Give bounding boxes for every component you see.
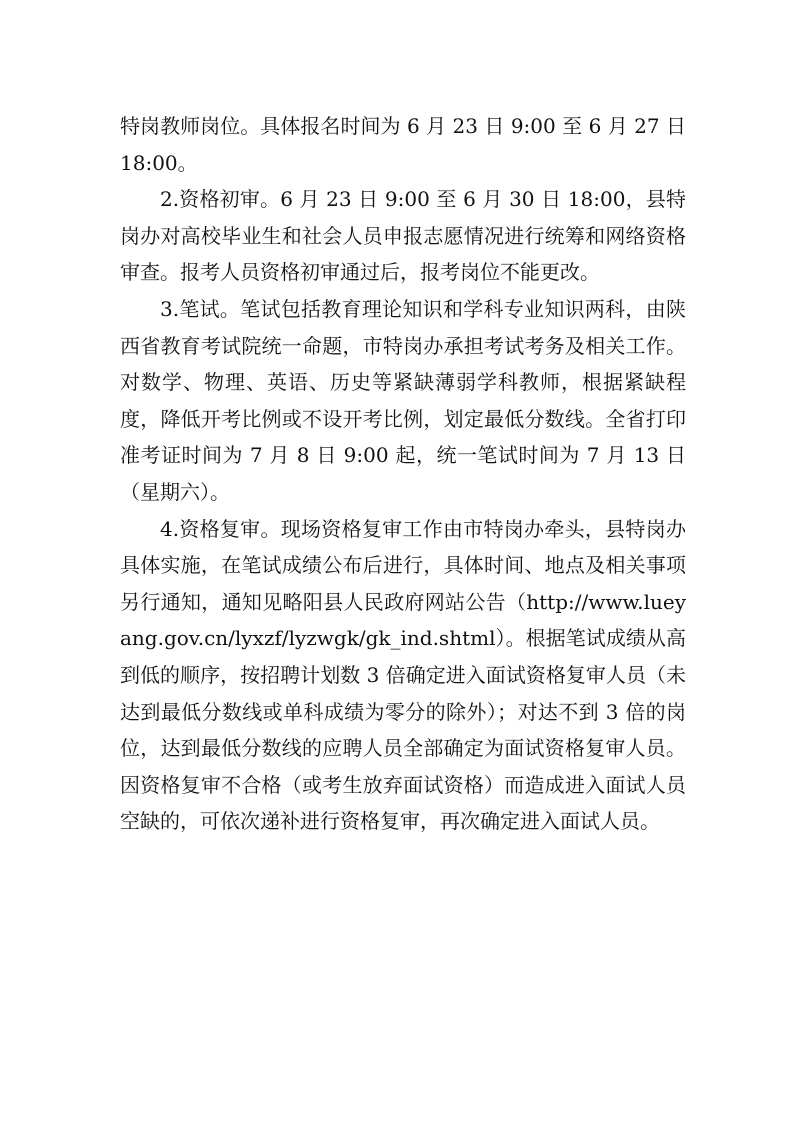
- paragraph-qualification-recheck: 4.资格复审。现场资格复审工作由市特岗办牵头，县特岗办具体实施，在笔试成绩公布后进行，具体时间、地点及相关事项另行通知，通知见略阳县人民政府网站公告（http://www.lueyang.gov.cn/lyxzf/lyzwgk/gk_ind.shtml）。根据笔试成绩从高到低的顺序，按招聘计划数 3 倍确定进入面试资格复审人员（未达到最低分数线或单科成绩为零分的除外）；对达不到 3 倍的岗位，达到最低分数线的应聘人员全部确定为面试资格复审人员。因资格复审不合格（或考生放弃面试资格）而造成进入面试人员空缺的，可依次递补进行资格复审，再次确定进入面试人员。: [120, 516, 686, 834]
- paragraph-written-exam: 3.笔试。笔试包括教育理论知识和学科专业知识两科，由陕西省教育考试院统一命题，市特岗办承担考试考务及相关工作。对数学、物理、英语、历史等紧缺薄弱学科教师，根据紧缺程度，降低开考比例或不设开考比例，划定最低分数线。全省打印准考证时间为 7 月 8 日 9:00 起，统一笔试时间为 7 月 13 日（星期六）。: [120, 296, 686, 504]
- document-body: [120, 108, 686, 840]
- paragraph-initial-review: 2.资格初审。6 月 23 日 9:00 至 6 月 30 日 18:00，县特岗办对高校毕业生和社会人员申报志愿情况进行统筹和网络资格审查。报考人员资格初审通过后，报考岗位不能更改。: [120, 187, 686, 285]
- paragraph-registration-time: 特岗教师岗位。具体报名时间为 6 月 23 日 9:00 至 6 月 27 日 18:00。: [120, 114, 686, 175]
